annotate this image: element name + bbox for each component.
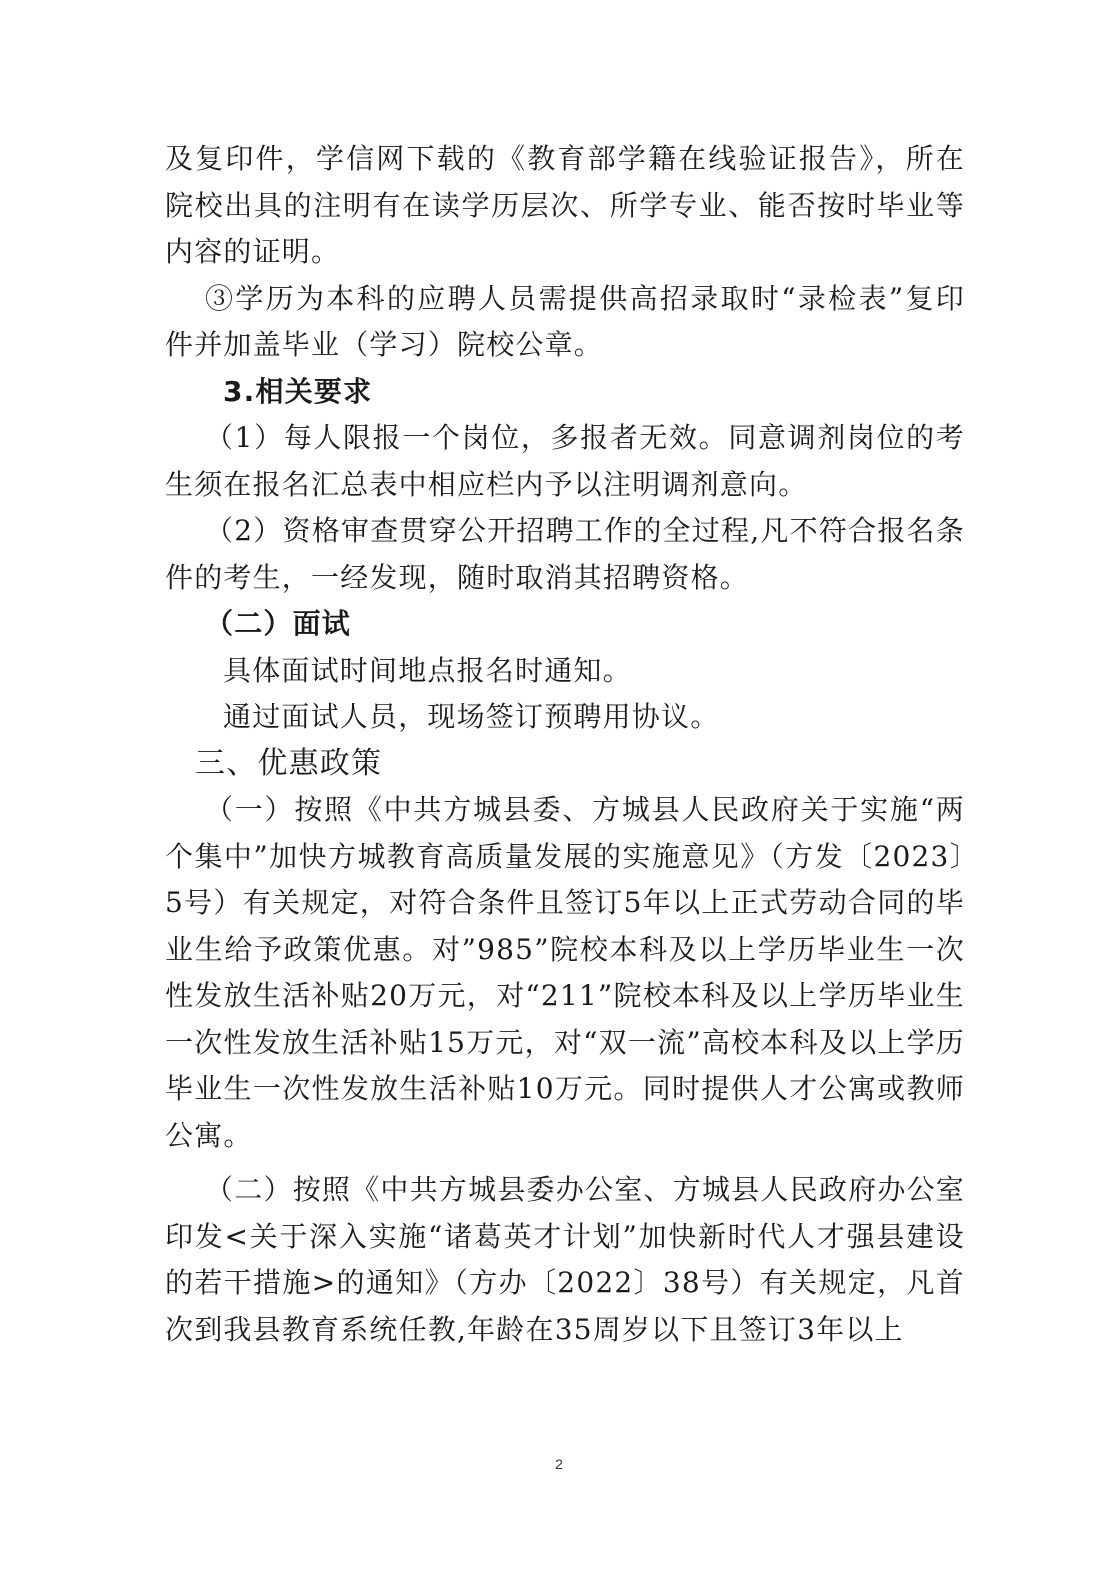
- paragraph-item-3: ③学历为本科的应聘人员需提供高招录取时“录检表”复印件并加盖毕业（学习）院校公章。: [165, 281, 965, 361]
- paragraph-policy-1: （一）按照《中共方城县委、方城县人民政府关于实施“两个集中”加快方城教育高质量发展的实施意见》（方发〔2023〕5号）有关规定，对符合条件且签订5年以上正式劳动合同的毕业生给予政策优惠。对”985”院校本科及以上学历毕业生一次性发放生活补贴20万元，对“211”院校本科及以上学历毕业生一次性发放生活补贴15万元，对“双一流”高校本科及以上学历毕业生一次性发放生活补贴10万元。同时提供人才公寓或教师公寓。: [165, 793, 965, 1152]
- heading-interview: （二）面试: [205, 607, 352, 640]
- paragraph-policy-2: （二）按照《中共方城县委办公室、方城县人民政府办公室印发<关于深入实施“诸葛英才计划”加快新时代人才强县建设的若干措施>的通知》（方办〔2022〕38号）有关规定，凡首次到我县教育系统任教,年龄在35周岁以下且签订3年以上: [165, 1173, 965, 1346]
- document-body: [165, 136, 965, 1353]
- heading-preferential-policies: 三、优惠政策: [195, 745, 383, 781]
- heading-requirements: 3.相关要求: [223, 374, 373, 408]
- paragraph-requirement-1: （1）每人限报一个岗位，多报者无效。同意调剂岗位的考生须在报名汇总表中相应栏内予以注明调剂意向。: [165, 421, 965, 501]
- paragraph-requirement-2: （2）资格审查贯穿公开招聘工作的全过程,凡不符合报名条件的考生，一经发现，随时取消其招聘资格。: [165, 514, 965, 594]
- paragraph-interview-time: 具体面试时间地点报名时通知。: [223, 653, 632, 687]
- paragraph-interview-agreement: 通过面试人员，现场签订预聘用协议。: [223, 700, 720, 733]
- paragraph-continuation: 及复印件，学信网下载的《教育部学籍在线验证报告》，所在院校出具的注明有在读学历层次、所学专业、能否按时毕业等内容的证明。: [165, 142, 965, 268]
- page-number: 2: [555, 1456, 563, 1472]
